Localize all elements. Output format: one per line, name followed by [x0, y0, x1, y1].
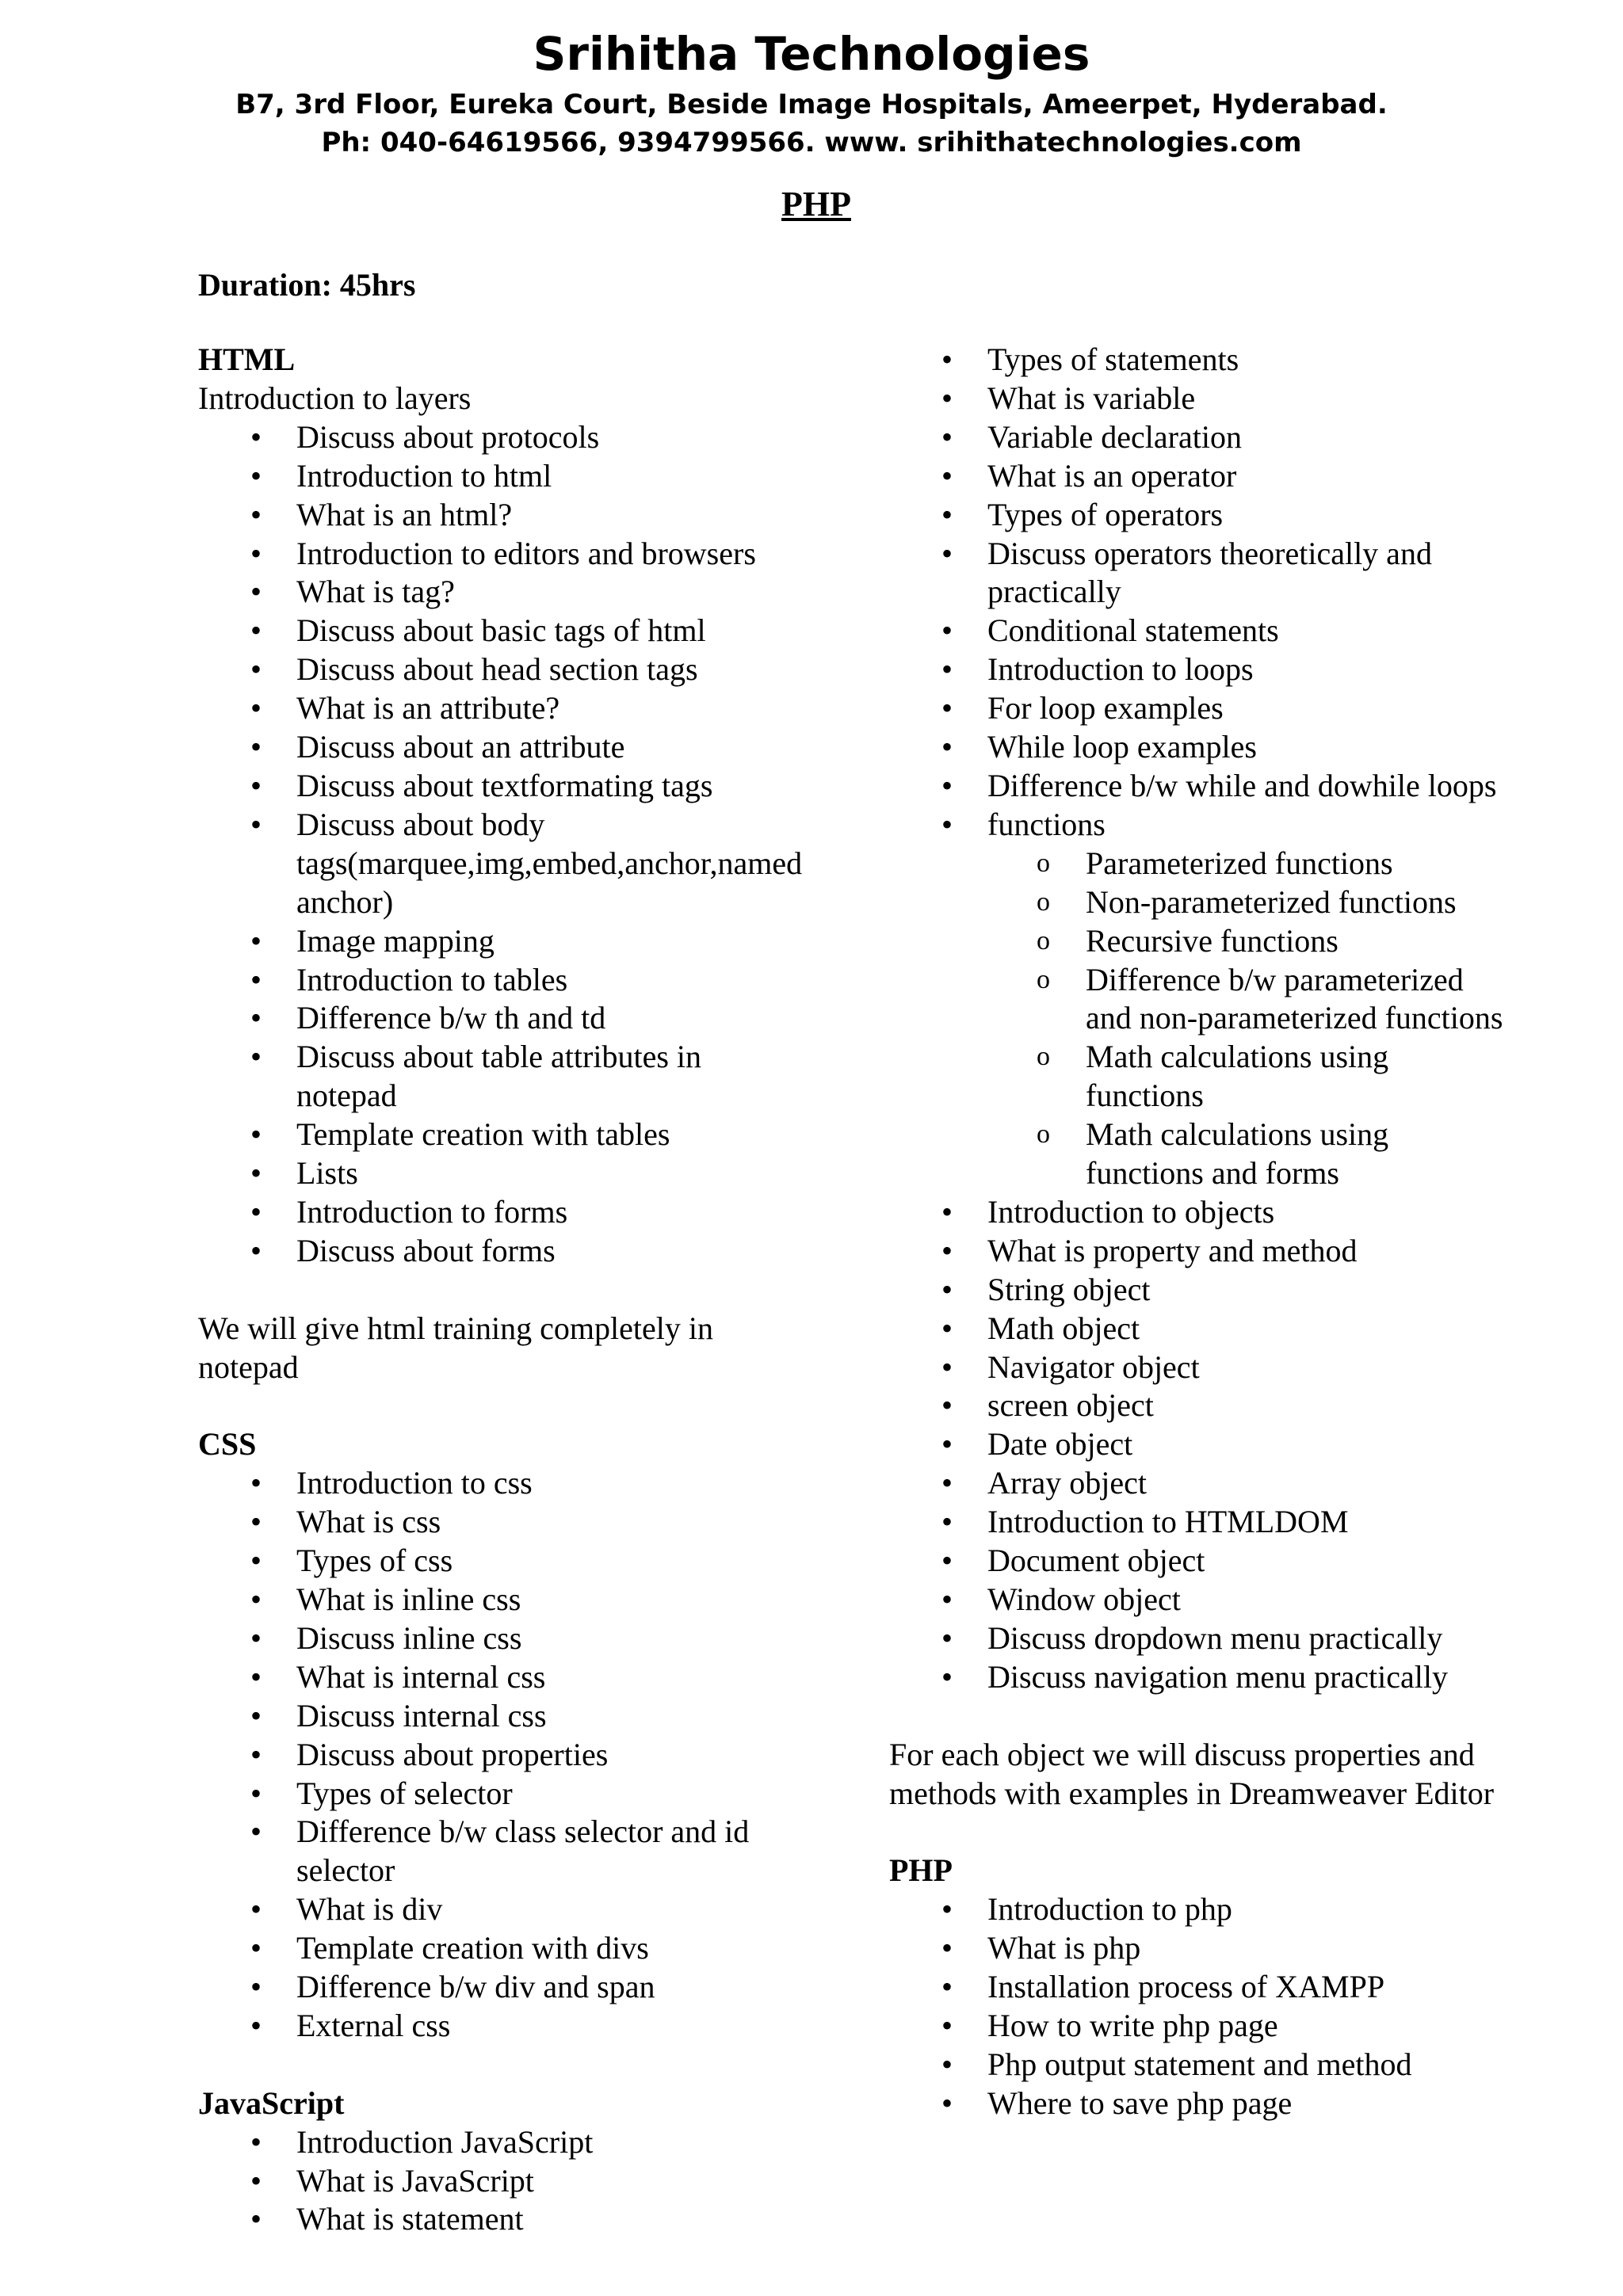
letterhead: [0, 22, 1623, 162]
list-item: • Document object: [987, 1542, 1507, 1581]
list-item: • Php output statement and method: [987, 2046, 1507, 2084]
left-column: [198, 341, 803, 2239]
list-item: • What is inline css: [296, 1581, 800, 1619]
list-item: • What is variable: [987, 379, 1507, 418]
list-item: • Introduction to php: [987, 1890, 1507, 1929]
list-item: • Types of operators: [987, 496, 1507, 535]
list-item: • Difference b/w class selector and id selector: [296, 1813, 800, 1890]
company-name: Srihitha Technologies: [533, 27, 1090, 81]
list-item: • Discuss about textformating tags: [296, 767, 800, 806]
list-item-functions: [987, 806, 1507, 1193]
list-item: • Types of css: [296, 1542, 800, 1581]
javascript-objects-list: [889, 1193, 1507, 1697]
list-item: • Introduction to css: [296, 1464, 800, 1503]
list-item: • For loop examples: [987, 689, 1507, 728]
company-contact: Ph: 040-64619566, 9394799566. www. srihithatechnologies.com: [321, 127, 1302, 158]
list-item: o Parameterized functions: [1086, 845, 1507, 883]
list-item: • What is an attribute?: [296, 689, 800, 728]
list-item: • Template creation with divs: [296, 1929, 800, 1968]
list-item: • Variable declaration: [987, 418, 1507, 457]
functions-label: functions: [987, 806, 1106, 842]
list-item: • Introduction to objects: [987, 1193, 1507, 1232]
company-address: B7, 3rd Floor, Eureka Court, Beside Image Hospitals, Ameerpet, Hyderabad.: [235, 89, 1388, 120]
list-item: • Discuss about basic tags of html: [296, 612, 800, 650]
section-heading-html: HTML: [198, 341, 296, 377]
list-item: • Difference b/w while and dowhile loops: [987, 767, 1507, 806]
list-item: • Array object: [987, 1464, 1507, 1503]
list-item: • What is statement: [296, 2200, 800, 2239]
list-item: • Discuss about an attribute: [296, 728, 800, 767]
list-item: • Discuss dropdown menu practically: [987, 1619, 1507, 1658]
list-item: • Introduction to loops: [987, 650, 1507, 689]
list-item: • Types of statements: [987, 341, 1507, 379]
list-item: • External css: [296, 2007, 800, 2046]
list-item: • Difference b/w div and span: [296, 1968, 800, 2007]
javascript-continued-list: [889, 341, 1507, 1193]
list-item: • Where to save php page: [987, 2084, 1507, 2123]
list-item: o Math calculations using functions and forms: [1086, 1116, 1507, 1193]
list-item: • Types of selector: [296, 1775, 800, 1814]
list-item: • What is an html?: [296, 496, 800, 535]
function-subtopic-list: [987, 845, 1507, 1193]
html-topic-list: [198, 418, 803, 1271]
section-heading-php: PHP: [889, 1852, 953, 1889]
list-item: • Template creation with tables: [296, 1116, 800, 1154]
list-item: • Introduction to html: [296, 457, 800, 496]
css-topic-list: [198, 1464, 800, 2046]
list-item: o Math calculations using functions: [1086, 1038, 1507, 1116]
section-heading-css: CSS: [198, 1426, 257, 1463]
list-item: • Window object: [987, 1581, 1507, 1619]
list-item: • What is php: [987, 1929, 1507, 1968]
list-item: • While loop examples: [987, 728, 1507, 767]
list-item: • String object: [987, 1271, 1507, 1310]
php-topic-list: [889, 1890, 1507, 2122]
list-item: • How to write php page: [987, 2007, 1507, 2046]
html-note: We will give html training completely in notepad: [198, 1310, 713, 1385]
list-item: • Navigator object: [987, 1348, 1507, 1387]
javascript-topic-list: [198, 2123, 800, 2240]
list-item: • Introduction to HTMLDOM: [987, 1503, 1507, 1542]
list-item: • Conditional statements: [987, 612, 1507, 650]
list-item: o Recursive functions: [1086, 922, 1507, 961]
list-item: • What is internal css: [296, 1658, 800, 1697]
list-item: • Discuss about head section tags: [296, 650, 800, 689]
list-item: • Introduction JavaScript: [296, 2123, 800, 2162]
list-item: o Non-parameterized functions: [1086, 883, 1507, 922]
list-item: • Discuss about body tags(marquee,img,embed,anchor,named anchor): [296, 806, 800, 922]
html-intro: Introduction to layers: [198, 379, 472, 416]
list-item: • Date object: [987, 1425, 1507, 1464]
list-item: • Introduction to editors and browsers: [296, 535, 800, 574]
list-item: • Discuss about protocols: [296, 418, 800, 457]
course-duration: Duration: 45hrs: [198, 267, 416, 303]
list-item: • Discuss internal css: [296, 1697, 800, 1736]
list-item: • Difference b/w th and td: [296, 999, 800, 1038]
list-item: • What is tag?: [296, 573, 800, 612]
list-item: • screen object: [987, 1386, 1507, 1425]
list-item: • Installation process of XAMPP: [987, 1968, 1507, 2007]
list-item: • Lists: [296, 1154, 800, 1193]
list-item: • Discuss inline css: [296, 1619, 800, 1658]
list-item: • What is an operator: [987, 457, 1507, 496]
objects-note: For each object we will discuss properties and methods with examples in Dreamweaver Editor: [889, 1736, 1495, 1811]
list-item: • What is div: [296, 1890, 800, 1929]
right-column: [889, 341, 1507, 2123]
section-heading-javascript: JavaScript: [198, 2084, 345, 2121]
list-item: • Discuss about properties: [296, 1736, 800, 1775]
list-item: • Discuss operators theoretically and practically: [987, 535, 1507, 612]
list-item: • Discuss about table attributes in notepad: [296, 1038, 800, 1116]
list-item: • What is JavaScript: [296, 2162, 800, 2201]
list-item: o Difference b/w parameterized and non-parameterized functions: [1086, 961, 1507, 1039]
document-title: PHP: [781, 185, 851, 223]
list-item: • Introduction to forms: [296, 1193, 800, 1232]
list-item: • Math object: [987, 1310, 1507, 1348]
list-item: • What is property and method: [987, 1232, 1507, 1271]
list-item: • Discuss navigation menu practically: [987, 1658, 1507, 1697]
list-item: • Introduction to tables: [296, 961, 800, 1000]
list-item: • Discuss about forms: [296, 1232, 800, 1271]
list-item: • Image mapping: [296, 922, 800, 961]
list-item: • What is css: [296, 1503, 800, 1542]
